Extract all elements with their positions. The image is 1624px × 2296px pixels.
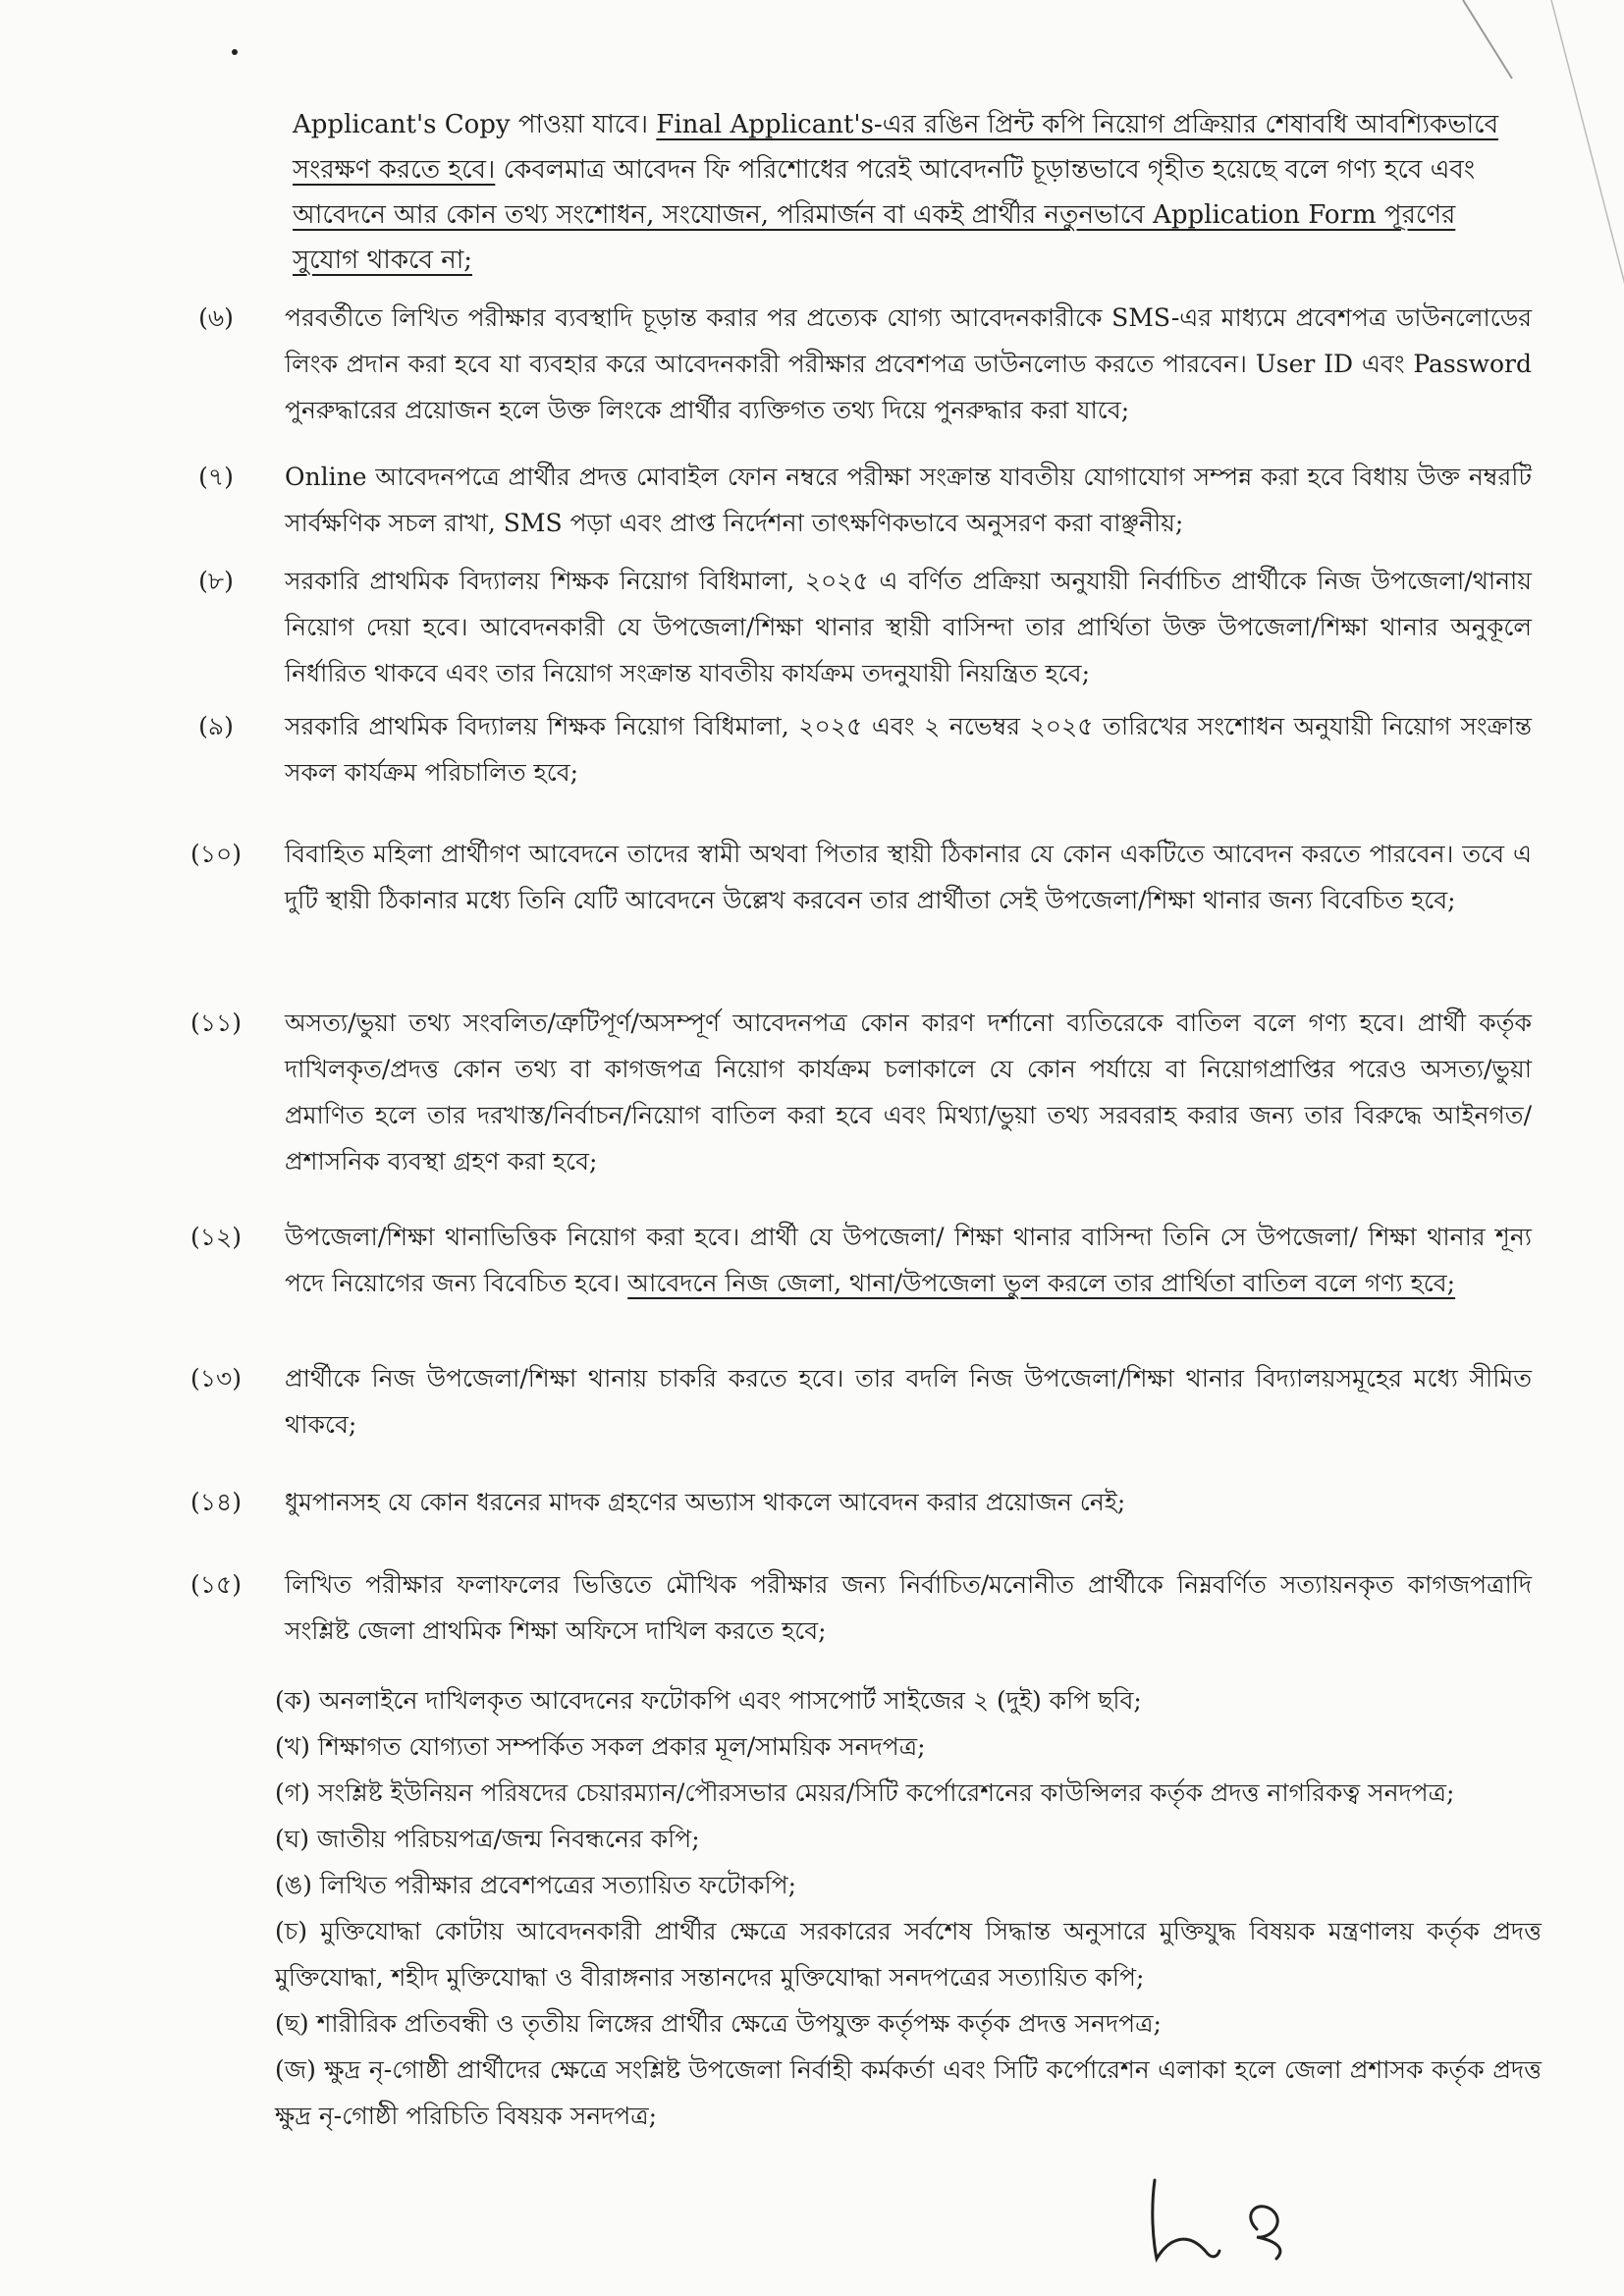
clause-12-text: উপজেলা/শিক্ষা থানাভিত্তিক নিয়োগ করা হবে। প্রার্থী যে উপজেলা/ শিক্ষা থানার বাসিন্দা তিনি সে উপজেলা/ শিক্ষা থানার শূন্য পদে নিয়োগের জন্য বিবেচিত হবে। [285,1223,1532,1297]
clause-text: Online আবেদনপত্রে প্রার্থীর প্রদত্ত মোবাইল ফোন নম্বরে পরীক্ষা সংক্রান্ত যাবতীয় যোগাযোগ সম্পন্ন করা হবে বিধায় উক্ত নম্বরটি সার্বক্ষণিক সচল রাখা, SMS পড়া এবং প্রাপ্ত নির্দেশনা তাৎক্ষণিকভাবে অনুসরণ করা বাঞ্ছনীয়; [285,463,1532,537]
required-documents-list [275,1677,1542,2139]
document-item-ga: (গ) সংশ্লিষ্ট ইউনিয়ন পরিষদের চেয়ারম্যান/পৌরসভার মেয়র/সিটি কর্পোরেশনের কাউন্সিলর কর্তৃক প্রদত্ত নাগরিকত্ব সনদপত্র; [275,1778,1455,1807]
document-item-cha: (চ) মুক্তিযোদ্ধা কোটায় আবেদনকারী প্রার্থীর ক্ষেত্রে সরকারের সর্বশেষ সিদ্ধান্ত অনুসারে মুক্তিযুদ্ধ বিষয়ক মন্ত্রণালয় কর্তৃক প্রদত্ত মুক্তিযোদ্ধা, শহীদ মুক্তিযোদ্ধা ও বীরাঙ্গনার সন্তানদের মুক্তিযোদ্ধা সনদপত্রের সত্যায়িত কপি; [275,1917,1542,1992]
clause-number: (১১) [190,1009,242,1037]
clause-12-underlined: আবেদনে নিজ জেলা, থানা/উপজেলা ভুল করলে তার প্রার্থিতা বাতিল বলে গণ্য হবে; [627,1269,1456,1297]
clause-text: বিবাহিত মহিলা প্রার্থীগণ আবেদনে তাদের স্বামী অথবা পিতার স্থায়ী ঠিকানার যে কোন একটিতে আবেদন করতে পারবেন। তবে এ দুটি স্থায়ী ঠিকানার মধ্যে তিনি যেটি আবেদনে উল্লেখ করবেন তার প্রার্থীতা সেই উপজেলা/শিক্ষা থানার জন্য বিবেচিত হবে; [285,840,1532,914]
clause-number: (১০) [190,840,242,868]
clause-number: (১৫) [190,1570,242,1599]
intro-paragraph [293,102,1526,283]
clause-number: (৮) [198,567,234,595]
clause-text: প্রার্থীকে নিজ উপজেলা/শিক্ষা থানায় চাকরি করতে হবে। তার বদলি নিজ উপজেলা/শিক্ষা থানার বিদ্যালয়সমূহের মধ্যে সীমিত থাকবে; [285,1364,1532,1439]
intro-text-2-underlined: Final Applicant's-এর রঙিন প্রিন্ট কপি নিয়োগ প্রক্রিয়ার শেষাবধি আবশ্যিকভাবে সংরক্ষণ করতে হবে। [293,110,1499,185]
document-item-gha: (ঘ) জাতীয় পরিচয়পত্র/জন্ম নিবন্ধনের কপি; [275,1825,700,1853]
clause-text: লিখিত পরীক্ষার ফলাফলের ভিত্তিতে মৌখিক পরীক্ষার জন্য নির্বাচিত/মনোনীত প্রার্থীকে নিম্নবর্ণিত সত্যায়নকৃত কাগজপত্রাদি সংশ্লিষ্ট জেলা প্রাথমিক শিক্ষা অফিসে দাখিল করতে হবে; [285,1570,1532,1645]
clause-number: (১৩) [190,1364,242,1393]
clause-number: (৯) [198,712,234,740]
clause-number: (৭) [198,463,234,491]
document-item-kha: (খ) শিক্ষাগত যোগ্যতা সম্পর্কিত সকল প্রকার মূল/সাময়িক সনদপত্র; [275,1732,926,1761]
clause-text: সরকারি প্রাথমিক বিদ্যালয় শিক্ষক নিয়োগ বিধিমালা, ২০২৫ এবং ২ নভেম্বর ২০২৫ তারিখের সংশোধন অনুযায়ী নিয়োগ সংক্রান্ত সকল কার্যক্রম পরিচালিত হবে; [285,712,1532,787]
document-item-ja: (জ) ক্ষুদ্র নৃ-গোষ্ঠী প্রার্থীদের ক্ষেত্রে সংশ্লিষ্ট উপজেলা নির্বাহী কর্মকর্তা এবং সিটি কর্পোরেশন এলাকা হলে জেলা প্রশাসক কর্তৃক প্রদত্ত ক্ষুদ্র নৃ-গোষ্ঠী পরিচিতি বিষয়ক সনদপত্র; [275,2055,1542,2130]
clause-text: সরকারি প্রাথমিক বিদ্যালয় শিক্ষক নিয়োগ বিধিমালা, ২০২৫ এ বর্ণিত প্রক্রিয়া অনুযায়ী নির্বাচিত প্রার্থীকে নিজ উপজেলা/থানায় নিয়োগ দেয়া হবে। আবেদনকারী যে উপজেলা/শিক্ষা থানার স্থায়ী বাসিন্দা তার প্রার্থিতা উক্ত উপজেলা/শিক্ষা থানার অনুকূলে নির্ধারিত থাকবে এবং তার নিয়োগ সংক্রান্ত যাবতীয় কার্যক্রম তদনুযায়ী নিয়ন্ত্রিত হবে; [285,567,1532,687]
clause-number: (১২) [190,1223,242,1251]
document-item-chha: (ছ) শারীরিক প্রতিবন্ধী ও তৃতীয় লিঙ্গের প্রার্থীর ক্ষেত্রে উপযুক্ত কর্তৃপক্ষ কর্তৃক প্রদত্ত সনদপত্র; [275,2009,1162,2038]
document-item-uma: (ঙ) লিখিত পরীক্ষার প্রবেশপত্রের সত্যায়িত ফটোকপি; [275,1871,796,1899]
clause-number: (১৪) [190,1488,242,1516]
intro-text-1: Applicant's Copy পাওয়া যাবে। [293,110,657,139]
document-item-ka: (ক) অনলাইনে দাখিলকৃত আবেদনের ফটোকপি এবং পাসপোর্ট সাইজের ২ (দুই) কপি ছবি; [275,1686,1142,1715]
scan-speck [232,49,238,55]
clause-text: পরবর্তীতে লিখিত পরীক্ষার ব্যবস্থাদি চূড়ান্ত করার পর প্রত্যেক যোগ্য আবেদনকারীকে SMS-এর মাধ্যমে প্রবেশপত্র ডাউনলোডের লিংক প্রদান করা হবে যা ব্যবহার করে আবেদনকারী পরীক্ষার প্রবেশপত্র ডাউনলোড করতে পারবেন। User ID এবং Password পুনরুদ্ধারের প্রয়োজন হলে উক্ত লিংকে প্রার্থীর ব্যক্তিগত তথ্য দিয়ে পুনরুদ্ধার করা যাবে; [285,303,1532,424]
clause-text: ধুমপানসহ যে কোন ধরনের মাদক গ্রহণের অভ্যাস থাকলে আবেদন করার প্রয়োজন নেই; [285,1488,1126,1516]
intro-text-3: কেবলমাত্র আবেদন ফি পরিশোধের পরেই আবেদনটি চূড়ান্তভাবে গৃহীত হয়েছে বলে গণ্য হবে এবং [495,155,1476,185]
clause-text: অসত্য/ভুয়া তথ্য সংবলিত/ত্রুটিপূর্ণ/অসম্পূর্ণ আবেদনপত্র কোন কারণ দর্শানো ব্যতিরেকে বাতিল বলে গণ্য হবে। প্রার্থী কর্তৃক দাখিলকৃত/প্রদত্ত কোন তথ্য বা কাগজপত্র নিয়োগ কার্যক্রম চলাকালে যে কোন পর্যায়ে বা নিয়োগপ্রাপ্তির পরেও অসত্য/ভুয়া প্রমাণিত হলে তার দরখাস্ত/নির্বাচন/নিয়োগ বাতিল করা হবে এবং মিথ্যা/ভুয়া তথ্য সরবরাহ করার জন্য তার বিরুদ্ধে আইনগত/প্রশাসনিক ব্যবস্থা গ্রহণ করা হবে; [285,1009,1532,1175]
intro-text-4-underlined: আবেদনে আর কোন তথ্য সংশোধন, সংযোজন, পরিমার্জন বা একই প্রার্থীর নতুনভাবে Application Form পূরণের সুযোগ থাকবে না; [293,200,1456,275]
clause-number: (৬) [198,303,234,332]
signature-icon [1139,2160,1335,2269]
clause-text [285,1214,1532,1306]
